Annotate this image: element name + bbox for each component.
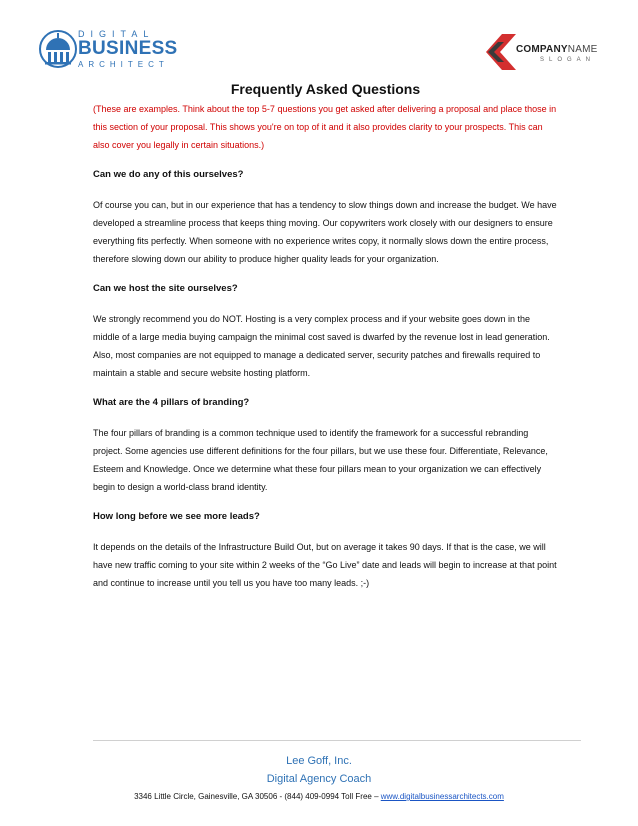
faq-answer: Of course you can, but in our experience that has a tendency to slow things down and increase the budget. We have developed a streamline process that keeps thing moving. Our copywriters work closely with our designers to ensure everything fits perfectly. When someone with no experience writes copy, it normally slows down the entire process, therefore slowing down our ability to produce higher quality leads for your organization. bbox=[93, 200, 557, 264]
faq-question: Can we do any of this ourselves? bbox=[93, 169, 244, 180]
company-name-text: COMPANYNAME bbox=[516, 44, 598, 55]
footer bbox=[0, 752, 638, 804]
logo-line-2: BUSINESS bbox=[78, 38, 178, 59]
logo-line-1: DIGITAL bbox=[78, 29, 155, 39]
faq-question: Can we host the site ourselves? bbox=[93, 283, 238, 294]
page-title: Frequently Asked Questions bbox=[230, 81, 421, 97]
faq-question: What are the 4 pillars of branding? bbox=[93, 397, 250, 408]
company-slogan: SLOGAN bbox=[540, 57, 596, 63]
faq-question: How long before we see more leads? bbox=[93, 511, 260, 522]
company-name-logo bbox=[480, 32, 610, 72]
footer-company: Lee Goff, Inc. bbox=[286, 755, 352, 767]
footer-divider bbox=[93, 740, 581, 741]
faq-answer: The four pillars of branding is a common technique used to identify the framework for a successful rebranding project. Some agencies use different definitions for the four pillars, but we use these four. Differentiate, Relevance, Esteem and Knowledge. Once we determine what these four pillars mean to your organization we can effectively begin to design a world-class brand identity. bbox=[93, 428, 548, 492]
architect-dome-icon bbox=[38, 28, 78, 70]
footer-address: 3346 Little Circle, Gainesville, GA 30506 - (844) 409-0994 Toll Free – bbox=[134, 792, 381, 801]
faq-content bbox=[93, 78, 558, 592]
intro-note: (These are examples. Think about the top 5-7 questions you get asked after delivering a proposal and place those in this section of your proposal. This shows you're on top of it and it also provides clarity to your prospects. This can also cover you legally in certain situations.) bbox=[93, 104, 557, 150]
faq-answer: We strongly recommend you do NOT. Hosting is a very complex process and if your website goes down in the middle of a large media buying campaign the minimal cost saved is dwarfed by the revenue lost in lead generation. Also, most companies are not equipped to manage a dedicated server, security patches and firewalls required to maintain a stable and secure website hosting platform. bbox=[93, 314, 550, 378]
faq-answer: It depends on the details of the Infrastructure Build Out, but on average it takes 90 days. If that is the case, we will have new traffic coming to your site within 2 weeks of the “Go Live” date and leads will begin to increase at that point and continue to increase until you tell us you have too many leads. ;-) bbox=[93, 542, 557, 588]
footer-website-link[interactable]: www.digitalbusinessarchitects.com bbox=[380, 792, 504, 801]
footer-address-line bbox=[0, 790, 638, 804]
digital-business-architect-logo bbox=[38, 26, 178, 74]
logo-line-3: ARCHITECT bbox=[78, 60, 169, 69]
footer-role: Digital Agency Coach bbox=[266, 773, 372, 785]
